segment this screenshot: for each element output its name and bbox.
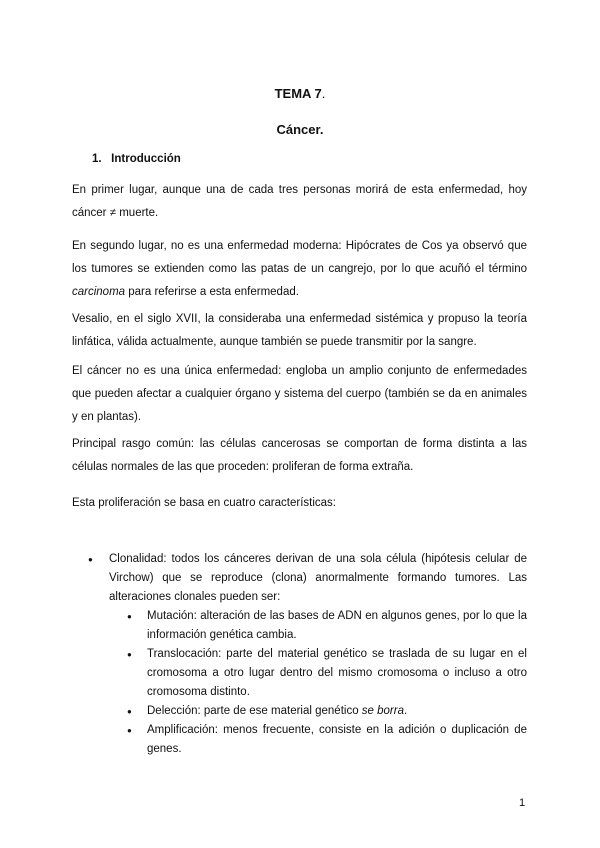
paragraph-2-end: para referirse a esta enfermedad. <box>128 286 299 298</box>
deleccion-period: . <box>403 705 408 717</box>
characteristics-list <box>72 550 527 759</box>
sub-item-translocacion: ● Translocación: parte del material genético se traslada de su lugar en el cromosoma a otro lugar dentro del mismo cromosoma o incluso a otro cromosoma distinto. <box>109 645 527 702</box>
title-text: TEMA 7 <box>274 86 322 101</box>
paragraph-6: Esta proliferación se basa en cuatro características: <box>72 497 336 509</box>
paragraph-2-text: En segundo lugar, no es una enfermedad moderna: Hipócrates de Cos ya observó que los tumores se extienden como las patas de un cangrejo, por lo que acuñó el término <box>72 240 527 275</box>
paragraph-3: Vesalio, en el siglo XVII, la consideraba una enfermedad sistémica y propuso la teoría linfática, válida actualmente, aunque también se puede transmitir por la sangre. <box>72 313 527 348</box>
bullet-clonalidad-text: Clonalidad: todos los cánceres derivan de una sola célula (hipótesis celular de Virchow) que se reproduce (clona) anormalmente formando tumores. Las alteraciones clonales pueden ser: <box>109 553 527 603</box>
document-subtitle: Cáncer. <box>276 122 324 137</box>
title-dot: . <box>321 86 326 101</box>
paragraph-2 <box>72 235 527 304</box>
sub-item-amplificacion: ● Amplificación: menos frecuente, consiste en la adición o duplicación de genes. <box>109 721 527 759</box>
clonal-alterations-list <box>109 607 527 759</box>
paragraph-1: En primer lugar, aunque una de cada tres personas morirá de esta enfermedad, hoy cáncer ≠ muerte. <box>72 184 527 219</box>
deleccion-emphasis: se borra <box>361 705 404 717</box>
sub-item-deleccion <box>109 702 527 721</box>
document-title <box>0 86 600 101</box>
section-heading: 1. Introducción <box>92 153 181 165</box>
paragraph-4: El cáncer no es una única enfermedad: engloba un amplio conjunto de enfermedades que pueden afectar a cualquier órgano y sistema del cuerpo (también se da en animales y en plantas). <box>72 365 527 423</box>
bullet-clonalidad <box>72 550 527 759</box>
paragraph-5: Principal rasgo común: las células cancerosas se comportan de forma distinta a las células normales de las que proceden: proliferan de forma extraña. <box>72 438 527 473</box>
page-number: 1 <box>519 797 526 809</box>
sub-item-mutacion: ● Mutación: alteración de las bases de ADN en algunos genes, por lo que la información genética cambia. <box>109 607 527 645</box>
deleccion-text: Delección: parte de ese material genético <box>147 705 359 717</box>
term-carcinoma: carcinoma <box>72 286 126 298</box>
